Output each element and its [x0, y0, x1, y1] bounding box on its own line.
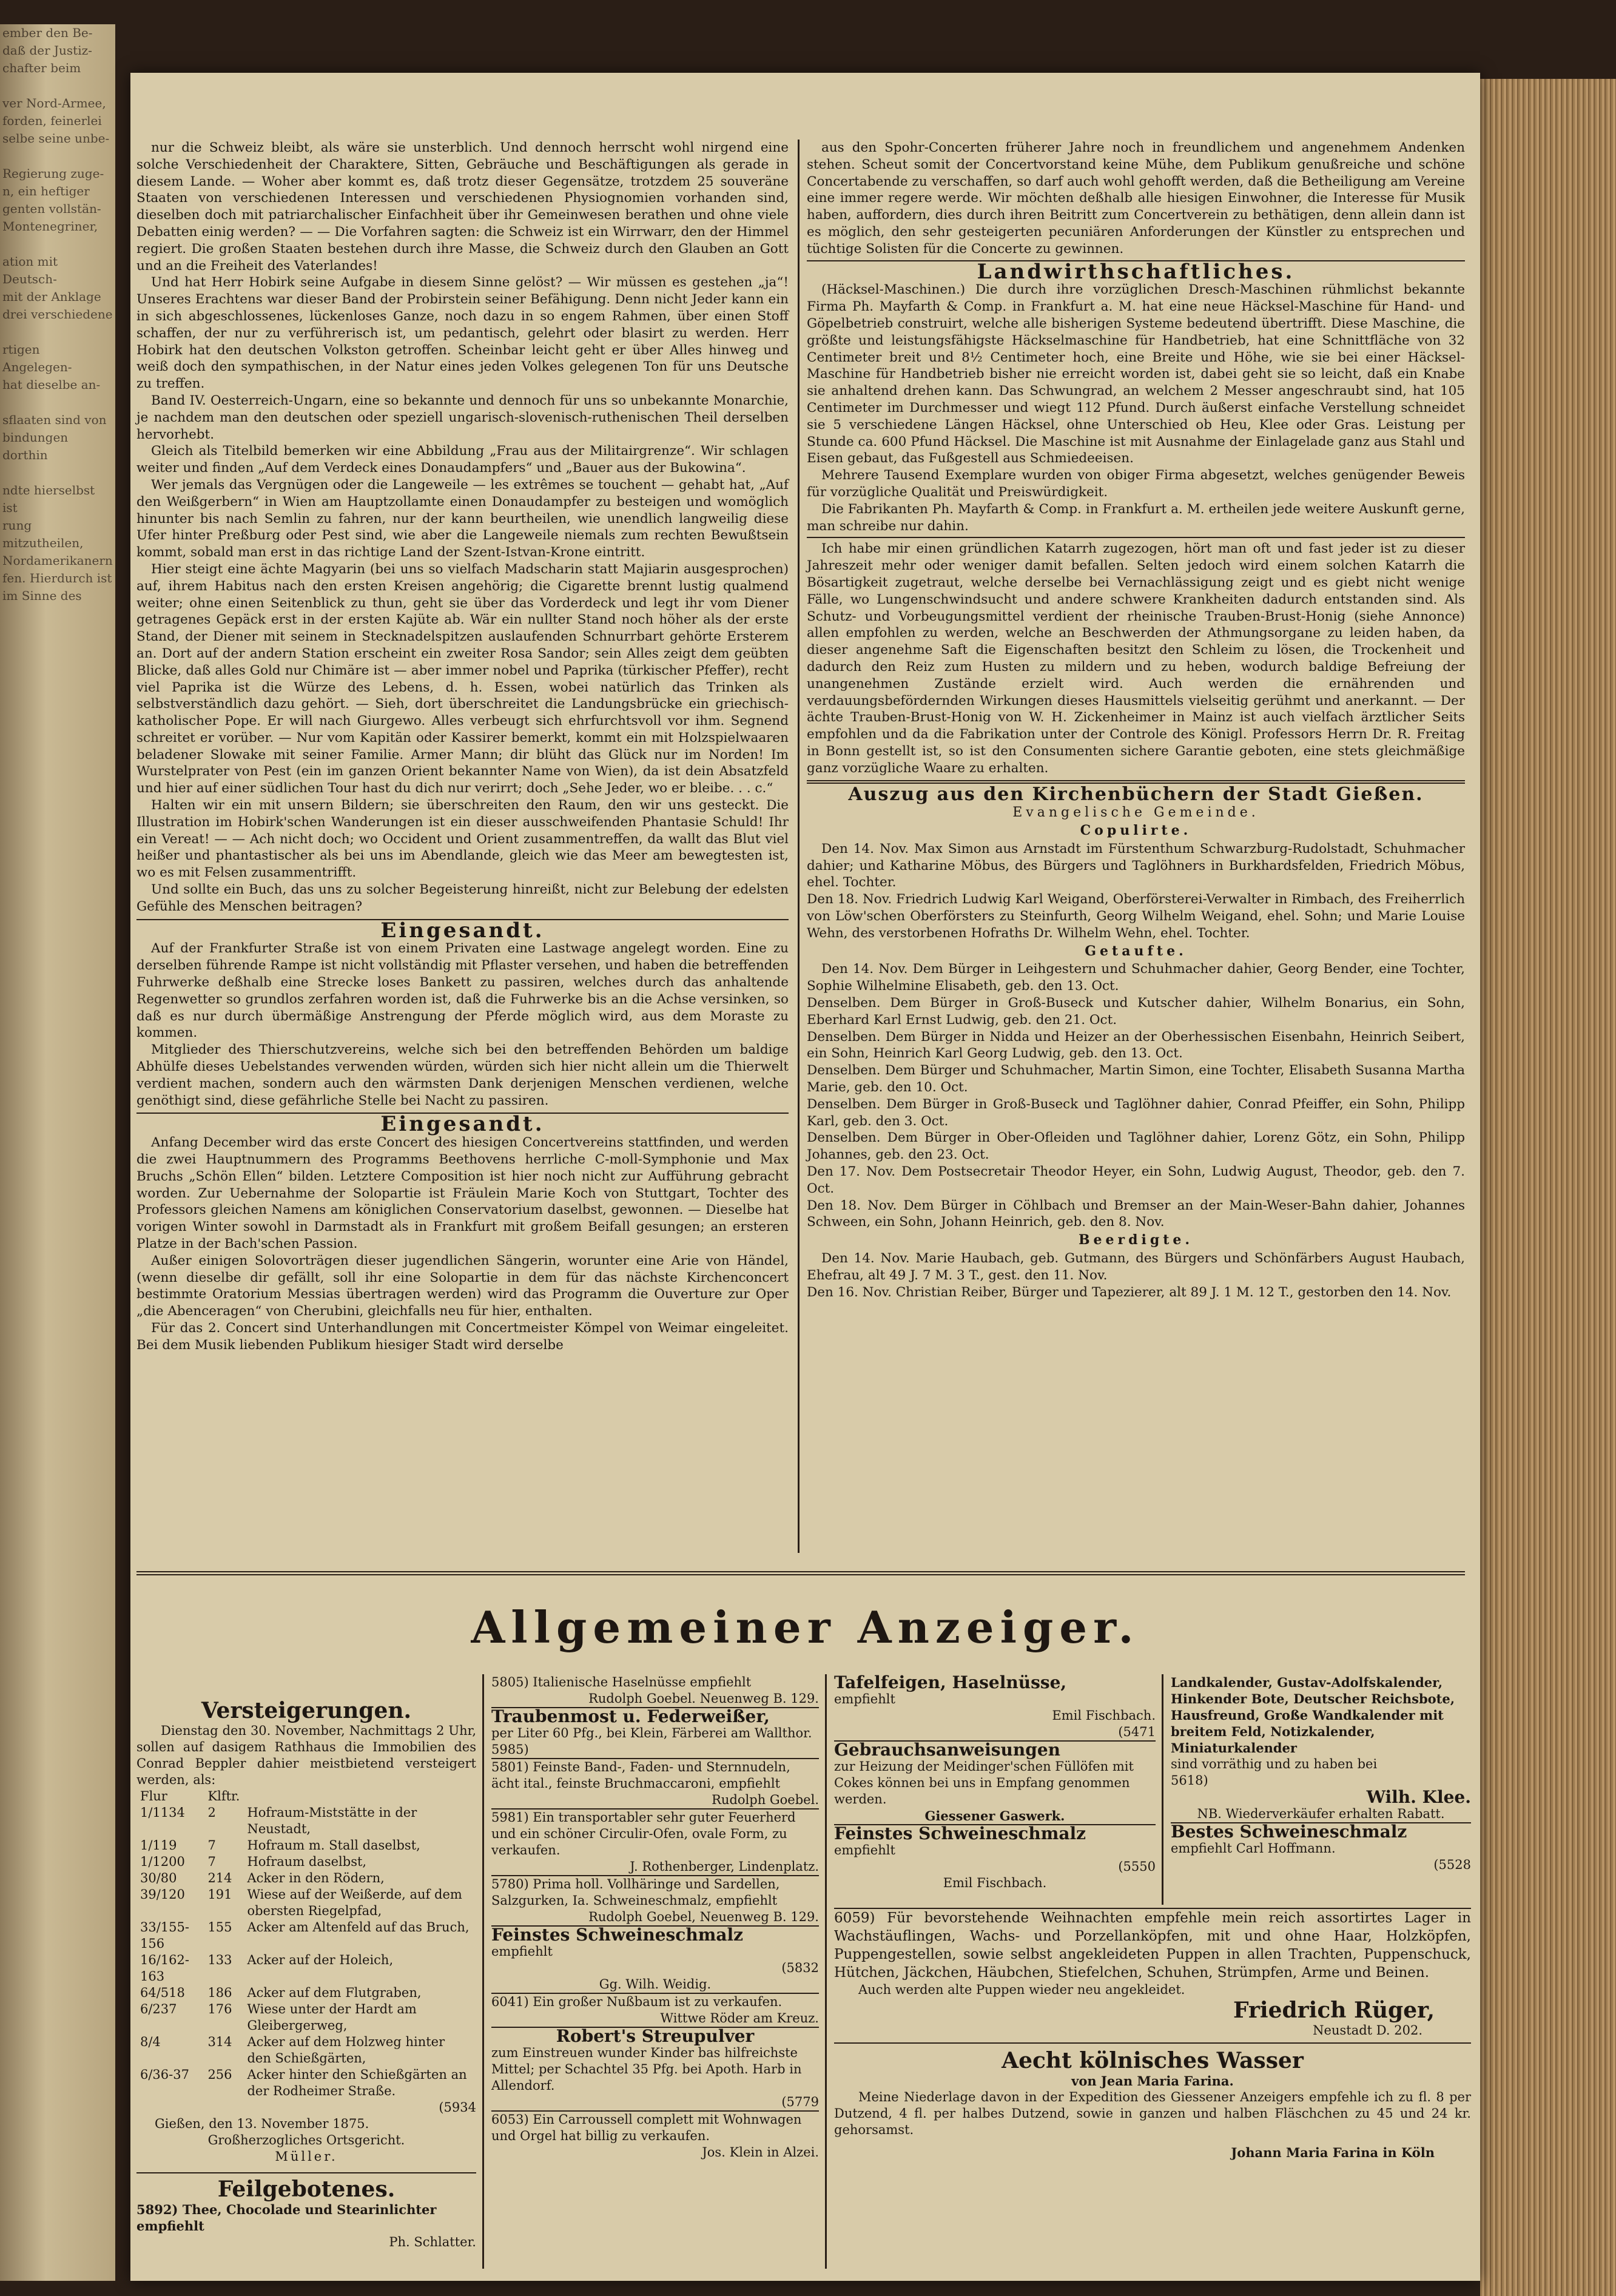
ad-heading: Robert's Streupulver [556, 2026, 755, 2046]
section-subheading: Evangelische Gemeinde. [1012, 805, 1259, 821]
left-page-line: sflaaten sind von [2, 412, 107, 427]
table-cell: 1/1200 [140, 1854, 185, 1869]
table-cell: 6/36-37 [140, 2067, 189, 2082]
left-page-line [2, 394, 113, 411]
ad-heading: Aecht kölnisches Wasser [1002, 2048, 1304, 2073]
ad-text: 5780) Prima holl. Vollhäringe und Sardellen, Salzgurken, Ia. Schweineschmalz, empfiehlt [491, 1877, 780, 1908]
ad-text: 6041) Ein großer Nußbaum ist zu verkaufen. [491, 1995, 783, 2009]
left-page-line: selbe seine unbe- [2, 131, 110, 146]
table-cell: 7 [207, 1854, 216, 1869]
ad-heading: Feinstes Schweineschmalz [834, 1823, 1086, 1843]
section-heading-eingesandt: Eingesandt. [380, 1112, 545, 1137]
article-paragraph: (Häcksel-Maschinen.) Die durch ihre vorzüglichen Dresch-Maschinen rühmlichst bekannte Firma Ph. Mayfarth & Comp. in Frankfurt a. M. hat eine neue Häcksel-Maschine für Hand- und Göpelbetrieb construirt, welche alle bisherigen Systeme bedeutend übertrifft. Diese Maschine, die größte und leistungsfähigste Häckselmaschine für Handbetrieb, hat eine Schnittfläche von 32 Centimeter breit und 8½ Centimeter hoch, eine Breite und Höhe, wie sie bei einer Häcksel-Maschine für Handbetrieb bisher nie erreicht worden ist, dabei geht sie so leicht, daß ein Knabe sie anhaltend drehen kann. Das Schwungrad, an welchem 2 Messer angeschraubt sind, hat 105 Centimeter im Durchmesser und wiegt 112 Pfund. Durch äußerst einfache Verstellung schneidet sie 5 verschiedene Längen Häcksel, ohne Unterschied ob Heu, Klee oder Gras. Leistung per Stunde ca. 600 Pfund Häcksel. Die Maschine ist mit Ausnahme der Einlagelade ganz aus Stahl und Eisen gebaut, das Fußgestell aus Schmiedeeisen. [807, 282, 1465, 466]
ad-text: Meine Niederlage davon in der Expedition des Giessener Anzeigers empfehle ich zu fl. 8 per Dutzend, 4 fl. per halbes Dutzend, sowie in ganzen und halben Fläschchen zu 45 und 24 kr. gehorsamst. [834, 2090, 1471, 2137]
column-left [136, 140, 789, 1354]
ad-text: empfiehlt [834, 1843, 895, 1857]
table-cell: 133 [207, 1953, 232, 1967]
left-page-line: Montenegriner, [2, 219, 98, 234]
column-divider [798, 140, 800, 1553]
ad-heading: Feilgebotenes. [217, 2176, 396, 2202]
left-page-line: ndte hierselbst ist [2, 483, 95, 515]
ad-number: 5985) [491, 1742, 529, 1757]
ad-text: per Liter 60 Pfg., bei Klein, Färberei am Wallthor. [491, 1726, 812, 1740]
table-row [136, 1854, 476, 1870]
article-paragraph: Wer jemals das Vergnügen oder die Langeweile — les extrêmes se touchent — gehabt hat, „Auf den Weißgerbern“ in Wien am Hauptzollamte einen Donaudampfer zu besteigen und womöglich hinunter bis nach Semlin zu fahren, nur der kann beurtheilen, wie unendlich langweilig diese Ufer hinter Preßburg oder Pest sind, wie aber die Langeweile niemals zum rechten Bewußtsein kommt, sobald man erst in das richtige Land der Szent-Istvan-Krone eintritt. [136, 477, 789, 561]
article-paragraph: Und hat Herr Hobirk seine Aufgabe in diesem Sinne gelöst? — Wir müssen es gestehen „ja“! Unseres Erachtens war dieser Band der Probirstein seiner Befähigung. Denn nicht Jeder kann ein in sich abgeschlossenes, lückenloses Ganze, noch dazu in so engem Rahmen, über einen Stoff schaffen, der nur zu verführerisch ist, um pedantisch, gelehrt oder blasirt zu werden. Herr Hobirk hat den deutschen Volkston getroffen. Scheinbar leicht geht er über Alles hinweg und weiß doch den sympathischen, in der Natur eines jeden Volkes gelegenen Ton für uns Deutsche zu treffen. [136, 275, 789, 392]
ad-text: empfiehlt [491, 1944, 553, 1959]
ad-heading: Feinstes Schweineschmalz [491, 1925, 744, 1945]
section-heading-kirchenbuecher: Auszug aus den Kirchenbüchern der Stadt Gießen. [848, 784, 1424, 806]
left-page-line: bindungen dorthin [2, 430, 69, 462]
divider [136, 1571, 1465, 1575]
article-paragraph: Außer einigen Solovorträgen dieser jugendlichen Sängerin, worunter eine Arie von Händel, (wenn dieselbe dir gefällt, soll ihr eine Solopartie in dem für das nächste Kirchenconcert bestimmte Oratorium Messias übertragen werden) wird das Programm die Ouverture zur Oper „die Abenceragen“ von Cherubini, gleichfalls neu für hier, enthalten. [136, 1253, 789, 1319]
table-header: Flur [140, 1789, 167, 1803]
column-right [807, 140, 1465, 1301]
left-page-line: hat dieselbe an- [2, 377, 101, 392]
table-cell: 30/80 [140, 1871, 177, 1885]
article-paragraph: Und sollte ein Buch, das uns zu solcher Begeisterung hinreißt, nicht zur Belebung der edelsten Gefühle des Menschen beitragen? [136, 882, 789, 914]
left-page-line: ver Nord-Armee, [2, 96, 106, 110]
ad-text: Dienstag den 30. November, Nachmittags 2 Uhr, sollen auf dasigem Rathhaus die Immobilien des Conrad Beppler dahier meistbietend versteigert werden, als: [136, 1723, 476, 1787]
left-page-line [2, 77, 113, 95]
ad-address: Neustadt D. 202. [1313, 2023, 1422, 2038]
table-cell: 155 [207, 1920, 232, 1934]
ad-date: Gießen, den 13. November 1875. [155, 2116, 369, 2131]
article-paragraph: Band IV. Oesterreich-Ungarn, eine so bekannte und dennoch für uns so unbekannte Monarchie, je nachdem man den deutschen oder speziell ungarisch-slovenisch-ruthenischen Theil derselben hervorhebt. [136, 392, 789, 442]
article-paragraph: Hier steigt eine ächte Magyarin (bei uns so vielfach Madscharin statt Majiarin ausgesprochen) auf, ihrem Habitus nach den ersten Kreisen angehörig; die Cigarette brennt lustig qualmend weiter; ohne einen Seitenblick zu thun, geht sie über das Vorderdeck und legt ihr vom Diener getragenes Gepäck erst in der ersten Kajüte ab. Wär ein nullter Stand noch höher als der erste Stand, der Diener mit seinem in Stecknadelspitzen auslaufenden Schnurrbart gehörte Ersterem an. Dort auf der andern Station erscheint ein zweiter Rosa Sandor; sein Alles zeigt dem geübten Blicke, daß alles Gold nur Chimäre ist — aber immer nobel und Paprika (türkischer Pfeffer), recht viel Paprika ist die Würze des Lebens, d. h. Essen, wobei natürlich das Trinken als selbstverständlich dazu gehört. — Sieh, dort überschreitet die Landungsbrücke ein griechisch-katholischer Pope. Er will nach Giurgewo. Alles verbeugt sich ehrfurchtsvoll vor ihm. Segnend schreitet er vorüber. — Nur vom Kapitän oder Kassirer bemerkt, kommt ein mit Holzspielwaaren beladener Slowake mit seiner Familie. Armer Mann; dir blüht das Glück nur im Norden! Im Wurstelprater von Pest (ein im ganzen Orient bekannter Name von Wien), da ist dein Absatzfeld und hier auf einer südlichen Tour hast du dich nur verirrt; doch „Sehe Jeder, wo er bleibe. . . c.“ [136, 561, 789, 796]
table-cell: 7 [207, 1838, 216, 1853]
ad-number: (5550 [1118, 1859, 1156, 1874]
left-page-line: n, ein heftiger [2, 184, 90, 198]
column-divider [1162, 1674, 1163, 1905]
ad-signature: Johann Maria Farina in Köln [1231, 2145, 1435, 2160]
table-cell: Acker am Altenfeld auf das Bruch, [247, 1920, 470, 1934]
ad-signature: Müller. [275, 2149, 338, 2164]
left-page-edge [0, 24, 115, 2281]
column-divider [482, 1674, 484, 2269]
ad-text: zur Heizung der Meidinger'schen Füllöfen mit Cokes können bei uns in Empfang genommen werden. [834, 1759, 1134, 1806]
left-page-line: rtigen Angelegen- [2, 342, 72, 374]
table-cell: 314 [207, 2035, 232, 2049]
ad-subheading: von Jean Maria Farina. [1071, 2073, 1234, 2089]
left-page-line: drei verschiedene [2, 307, 113, 322]
ad-office: Großherzogliches Ortsgericht. [207, 2133, 405, 2147]
article-paragraph: Mitglieder des Thierschutzvereins, welche sich bei den betreffenden Behörden um baldige Abhülfe dieses Uebelstandes verwenden würden, würden sich hier nicht allein um die Thierwelt verdient machen, sondern auch den wärmsten Dank derjenigen Menschen verdienen, welche genöthigt sind, diese gefährliche Stelle bei Nacht zu passiren. [136, 1042, 789, 1108]
ad-puppen [834, 1908, 1471, 2161]
ad-column-b [491, 1674, 819, 2161]
table-row [136, 2067, 476, 2099]
ad-text: empfiehlt Carl Hoffmann. [1171, 1841, 1336, 1856]
table-cell: Acker auf der Holeich, [247, 1953, 394, 1967]
property-table [136, 1788, 476, 2099]
ad-text: 5805) Italienische Haselnüsse empfiehlt [491, 1675, 752, 1689]
left-page-line: forden, feinerlei [2, 113, 102, 128]
register-entries: Den 14. Nov. Marie Haubach, geb. Gutmann, des Bürgers und Schönfärbers August Haubach, Ehefrau, alt 49 J. 7 M. 3 T., gest. den 11. Nov. Den 16. Nov. Christian Reiber, Bürger und Tapezierer, alt 89 J. 1 M. 12 T., gestorben den 14. Nov. [807, 1251, 1465, 1300]
left-page-line: chafter beim [2, 61, 81, 75]
table-cell: Hofraum-Miststätte in der Neustadt, [247, 1805, 417, 1836]
table-cell: 256 [207, 2067, 232, 2082]
section-heading-landwirthschaft: Landwirthschaftliches. [977, 259, 1295, 284]
ad-signature: Wilh. Klee. [1366, 1787, 1471, 1807]
ad-signature: Rudolph Goebel. [712, 1793, 819, 1807]
divider [807, 537, 1465, 538]
article-paragraph: Anfang December wird das erste Concert des hiesigen Concertvereins stattfinden, und werden die zwei Hauptnummern des Programms Beethovens herrliche C-moll-Symphonie und Max Bruchs „Schön Ellen“ bilden. Letztere Composition ist hier noch nicht zur Aufführung gebracht worden. Zur Uebernahme der Solopartie ist Fräulein Marie Koch von Stuttgart, Tochter des Professors gleichen Namens am königlichen Conservatorium daselbst, gewonnen. — Dieselbe hat vorigen Winter sowohl in Darmstadt als in Frankfurt mit großem Beifall gesungen; an ersteren Platze in der Bach'schen Passion. [136, 1135, 789, 1251]
ad-column-d [1171, 1674, 1471, 1873]
table-cell: 64/518 [140, 1985, 185, 2000]
table-cell: 191 [207, 1887, 232, 1902]
ad-text: 6053) Ein Carroussell complett mit Wohnwagen und Orgel hat billig zu verkaufen. [491, 2112, 802, 2143]
left-page-line: fen. Hierdurch ist [2, 571, 112, 585]
left-page-line: ation mit Deutsch- [2, 254, 58, 286]
article-paragraph: aus den Spohr-Concerten früherer Jahre noch in freundlichem und angenehmem Andenken stehen. Scheut somit der Concertvorstand keine Mühe, dem Publikum genußreiche und schöne Concertabende zu verschaffen, so darf auch wohl gehofft werden, daß die Betheiligung am Vereine eine immer regere werde. Wir möchten deßhalb alle hiesigen Einwohner, die Interesse für Musik haben, auffordern, dies durch ihren Beitritt zum Concertverein zu bethätigen, denn allein dann ist es möglich, den sehr gesteigerten pecuniären Anforderungen der Künstler zu entsprechen und tüchtige Solisten für die Concerte zu gewinnen. [807, 140, 1465, 257]
left-page-line [2, 464, 113, 482]
subheading-beerdigte: Beerdigte. [1078, 1232, 1194, 1248]
subheading-getaufte: Getaufte. [1085, 943, 1187, 959]
table-row [136, 2034, 476, 2067]
table-cell: Hofraum m. Stall daselbst, [247, 1838, 420, 1853]
article-paragraph: Für das 2. Concert sind Unterhandlungen mit Concertmeister Kömpel von Weimar eingeleitet. Bei dem Musik liebenden Publikum hiesiger Stadt wird derselbe [136, 1320, 789, 1353]
ad-heading: Versteigerungen. [201, 1698, 412, 1723]
table-cell [243, 1788, 476, 1805]
left-page-line: genten vollstän- [2, 201, 101, 216]
table-cell: 39/120 [140, 1887, 185, 1902]
article-paragraph: Halten wir ein mit unsern Bildern; sie überschreiten den Raum, den wir uns gesteckt. Die Illustration im Hobirk'schen Wanderungen ist ein dieser ausschweifenden Phantasie Schuld! Ihr ein Vereat! — — Ach nicht doch; wo Occident und Orient zusammentreffen, da wallt das Blut viel heißer und phantastischer als bei uns im Abendlande, gleich wie das Meer am bewegtesten ist, wo es mit Felsen zusammentrifft. [136, 798, 789, 881]
ad-signature: Ph. Schlatter. [389, 2235, 476, 2249]
table-row [136, 1870, 476, 1887]
ad-signature: Giessener Gaswerk. [924, 1808, 1065, 1823]
table-cell: Hofraum daselbst, [247, 1854, 367, 1869]
table-cell: 186 [207, 1985, 232, 2000]
table-row [136, 1919, 476, 1952]
ad-signature: Jos. Klein in Alzei. [702, 2145, 819, 2160]
right-page-edge [1480, 79, 1616, 2296]
table-row [136, 1805, 476, 1837]
ad-text: 5892) Thee, Chocolade und Stearinlichter empfiehlt [136, 2202, 437, 2234]
ad-signature: Wittwe Röder am Kreuz. [660, 2011, 819, 2025]
ad-number: (5934 [439, 2100, 476, 2115]
table-cell: 176 [207, 2002, 232, 2016]
left-page-line: mit der Anklage [2, 289, 101, 304]
ad-text: zum Einstreuen wunder Kinder bas hilfreichste Mittel; per Schachtel 35 Pfg. bei Apoth. Harb in Allendorf. [491, 2045, 802, 2093]
subheading-copulirte: Copulirte. [1080, 823, 1192, 839]
ad-text: Landkalender, Gustav-Adolfskalender, Hinkender Bote, Deutscher Reichsbote, Hausfreund, Große Wandkalender mit breitem Feld, Notizkalender, Miniaturkalender [1171, 1675, 1455, 1756]
ad-heading: Tafelfeigen, Haselnüsse, [834, 1672, 1067, 1692]
left-page-line: ember den Be- [2, 25, 93, 40]
table-cell: 2 [207, 1805, 216, 1820]
ad-number: (5471 [1118, 1725, 1156, 1739]
ad-signature: Friedrich Rüger, [1233, 1998, 1435, 2023]
ad-note: NB. Wiederverkäufer erhalten Rabatt. [1197, 1806, 1445, 1821]
article-paragraph: Mehrere Tausend Exemplare wurden von obiger Firma abgesetzt, welches genügender Beweis für vorzügliche Qualität und Preiswürdigkeit. [807, 468, 1465, 500]
anzeiger-title: Allgemeiner Anzeiger. [471, 1601, 1140, 1653]
ad-heading: Traubenmost u. Federweißer, [491, 1706, 770, 1726]
left-page-line [2, 147, 113, 165]
register-entries: Den 14. Nov. Max Simon aus Arnstadt im Fürstenthum Schwarzburg-Rudolstadt, Schuhmacher dahier; und Katharine Möbus, des Bürgers und Taglöhners in Burkhardsfelden, Friedrich Möbus, ehel. Tochter. Den 18. Nov. Friedrich Ludwig Karl Weigand, Oberförsterei-Verwalter in Rimbach, des Freiherrlich von Löw'schen Oberförsters zu Steinfurth, Georg Wilhelm Weigand, ehel. Sohn; und Marie Louise Wehn, des verstorbenen Hofraths Dr. Wilhelm Wehn, ehel. Tochter. [807, 841, 1465, 941]
ad-signature: Gg. Wilh. Weidig. [599, 1977, 712, 1991]
divider [834, 2042, 1471, 2044]
ad-note: Auch werden alte Puppen wieder neu angekleidet. [858, 1982, 1185, 1997]
table-cell: 1/1134 [140, 1805, 185, 1820]
left-page-line: Nordamerikanern [2, 553, 113, 568]
article-paragraph: Ich habe mir einen gründlichen Katarrh zugezogen, hört man oft und fast jeder ist zu dieser Jahreszeit mehr oder weniger damit befallen. Selten jedoch wird einem solchen Katarrh die Bösartigkeit zugetraut, welche derselbe bei Vernachlässigung zeigt und es giebt nicht wenige Fälle, wo Lungenschwindsucht und andere schwere Krankheiten dadurch entstanden sind. Als Schutz- und Vorbeugungsmittel verdient der rheinische Trauben-Brust-Honig (siehe Annonce) allen empfohlen zu werden, welche an Beschwerden der Athmungsorgane zu leiden haben, da dieser angenehme Saft die Eigenschaften besitzt den Schleim zu lösen, die Trockenheit und dadurch den Reiz zum Husten zu mildern und zu heben, wodurch baldige Befreiung der unangenehmen Zustände erzielt wird. Auch werden die ernährenden und verdauungsbefördernden Wirkungen dieses Hausmittels vielseitig gerühmt und anerkannt. — Der ächte Trauben-Brust-Honig von W. H. Zickenheimer in Mainz ist auch vielfach ärztlicher Seits empfohlen und da die Fabrikation unter der Controle des Königl. Professors Herrn Dr. R. Freitag in Bonn gestellt ist, so ist den Consumenten sichere Garantie geboten, eine stets gleichmäßige ganz vorzügliche Waare zu erhalten. [807, 541, 1465, 776]
table-cell: Acker in den Rödern, [247, 1871, 385, 1885]
table-cell: 16/162-163 [140, 1953, 189, 1984]
ad-signature: Emil Fischbach. [1052, 1708, 1156, 1723]
article-paragraph: Auf der Frankfurter Straße ist von einem Privaten eine Lastwage angelegt worden. Eine zu derselben führende Rampe ist nicht vollständig mit Pflaster versehen, und haben die betreffenden Fuhrwerke deßhalb eine Strecke loses Bankett zu passiren, welches durch das anhaltende Regenwetter so grundlos zerfahren worden ist, daß die Fuhrwerke bis an die Achse versinken, so daß es nur durch übermäßige Anstrengung der Pferde möglich wird, aus dem Moraste zu kommen. [136, 941, 789, 1041]
table-cell: Wiese auf der Weißerde, auf dem obersten Riegelpfad, [247, 1887, 462, 1918]
table-cell: Acker auf dem Flutgraben, [247, 1985, 422, 2000]
left-page-line: Regierung zuge- [2, 166, 104, 181]
table-cell: 214 [207, 1871, 232, 1885]
section-heading-eingesandt: Eingesandt. [380, 918, 545, 943]
left-page-line: rung mitzutheilen, [2, 518, 84, 550]
ad-number: 5618) [1171, 1773, 1208, 1788]
article-paragraph: Die Fabrikanten Ph. Mayfarth & Comp. in Frankfurt a. M. ertheilen jede weitere Auskunft gerne, man schreibe nur dahin. [807, 501, 1465, 534]
ad-heading: Bestes Schweineschmalz [1171, 1822, 1407, 1842]
register-entries: Den 14. Nov. Dem Bürger in Leihgestern und Schuhmacher dahier, Georg Bender, eine Tochter, Sophie Wilhelmine Elisabeth, geb. den 13. Oct. Denselben. Dem Bürger in Groß-Buseck und Kutscher dahier, Wilhelm Bonarius, ein Sohn, Eberhard Karl Ernst Ludwig, geb. den 21. Oct. Denselben. Dem Bürger in Nidda und Heizer an der Oberhessischen Eisenbahn, Heinrich Seibert, ein Sohn, Heinrich Karl Georg Ludwig, geb. den 13. Oct. Denselben. Dem Bürger und Schuhmacher, Martin Simon, eine Tochter, Elisabeth Susanna Martha Marie, geb. den 10. Oct. Denselben. Dem Bürger in Groß-Buseck und Taglöhner dahier, Conrad Pfeiffer, ein Sohn, Philipp Karl, geb. den 3. Oct. Denselben. Dem Bürger in Ober-Ofleiden und Taglöhner dahier, Lorenz Götz, ein Sohn, Philipp Johannes, geb. den 23. Oct. Den 17. Nov. Dem Postsecretair Theodor Heyer, ein Sohn, Ludwig August, Theodor, geb. den 7. Oct. Den 18. Nov. Dem Bürger in Cöhlbach und Bremser an der Main-Weser-Bahn dahier, Johannes Schween, ein Sohn, Johann Heinrich, geb. den 8. Nov. [807, 961, 1465, 1230]
ad-number: (5779 [781, 2095, 819, 2109]
table-cell: Acker auf dem Holzweg hinter den Schießgärten, [247, 2035, 445, 2065]
left-page-line [2, 323, 113, 341]
ad-signature: Rudolph Goebel. Neuenweg B. 129. [588, 1691, 819, 1706]
table-row [136, 1887, 476, 1919]
ad-text: empfiehlt [834, 1692, 895, 1706]
article-paragraph: nur die Schweiz bleibt, als wäre sie unsterblich. Und dennoch herrscht wohl nirgend eine solche Verschiedenheit der Charaktere, Sitten, Gebräuche und Beschäftigungen als gerade in diesem Lande. — Woher aber kommt es, daß trotz dieser Gegensätze, trotzdem 25 souveräne Staaten von verschiedenen Interessen und verschiedenen Physiognomien vorhanden sind, dieselben doch mit patriarchalischer Einfachheit über ihr Gemeinwesen berathen und ohne viele Debatten einig werden? — — Die Vorfahren sagten: die Schweiz ist ein Wirrwarr, den der Himmel regiert. Die großen Staaten bestehen durch ihre Masse, die Schweiz durch den Glauben an Gott und an die Freiheit des Vaterlandes! [136, 140, 789, 274]
table-cell: Wiese unter der Hardt am Gleibergerweg, [247, 2002, 417, 2033]
ad-signature: J. Rothenberger, Lindenplatz. [630, 1859, 819, 1874]
table-header: Klftr. [207, 1789, 240, 1803]
table-cell: 1/119 [140, 1838, 177, 1853]
divider [136, 2172, 476, 2173]
table-row [136, 2001, 476, 2034]
ad-text: sind vorräthig und zu haben bei [1171, 1757, 1378, 1771]
table-cell: Acker hinter den Schießgärten an der Rodheimer Straße. [247, 2067, 467, 2098]
left-page-line [2, 235, 113, 253]
left-page-line: daß der Justiz- [2, 43, 92, 58]
table-row [136, 1985, 476, 2001]
ad-number: (5832 [781, 1961, 819, 1975]
ad-versteigerungen [136, 1698, 476, 2251]
table-cell: 8/4 [140, 2035, 161, 2049]
column-divider [825, 1674, 827, 2269]
table-cell: 33/155-156 [140, 1920, 189, 1951]
ad-text: 6059) Für bevorstehende Weihnachten empfehle mein reich assortirtes Lager in Wachstäuflingen, Wachs- und Porzellanköpfen, mit und ohne Haar, Holzköpfen, Puppengestellen, sowie selbst angekleideten Puppen in allen Trachten, Puppenschuck, Hütchen, Jäckchen, Häubchen, Stiefelchen, Schuhen, Strümpfen, Arme und Beinen. [834, 1910, 1471, 1981]
article-paragraph: Gleich als Titelbild bemerken wir eine Abbildung „Frau aus der Militairgrenze“. Wir schlagen weiter und finden „Auf dem Verdeck eines Donaudampfers“ und „Bauer aus der Bukowina“. [136, 443, 789, 476]
table-row [136, 1837, 476, 1854]
ad-text: 5801) Feinste Band-, Faden- und Sternnudeln, ächt ital., feinste Bruchmaccaroni, empfiehlt [491, 1760, 790, 1791]
newspaper-page [130, 73, 1480, 2281]
ad-heading: Gebrauchsanweisungen [834, 1740, 1061, 1760]
table-cell: 6/237 [140, 2002, 177, 2016]
left-page-line: im Sinne des [2, 588, 82, 603]
table-row [136, 1952, 476, 1985]
ad-signature: Rudolph Goebel, Neuenweg B. 129. [588, 1910, 819, 1924]
ad-text: 5981) Ein transportabler sehr guter Feuerherd und ein schöner Circulir-Ofen, ovale Form, zu verkaufen. [491, 1810, 796, 1857]
ad-column-c [834, 1674, 1156, 1891]
ad-signature: Emil Fischbach. [943, 1876, 1047, 1890]
ad-number: (5528 [1433, 1857, 1471, 1872]
